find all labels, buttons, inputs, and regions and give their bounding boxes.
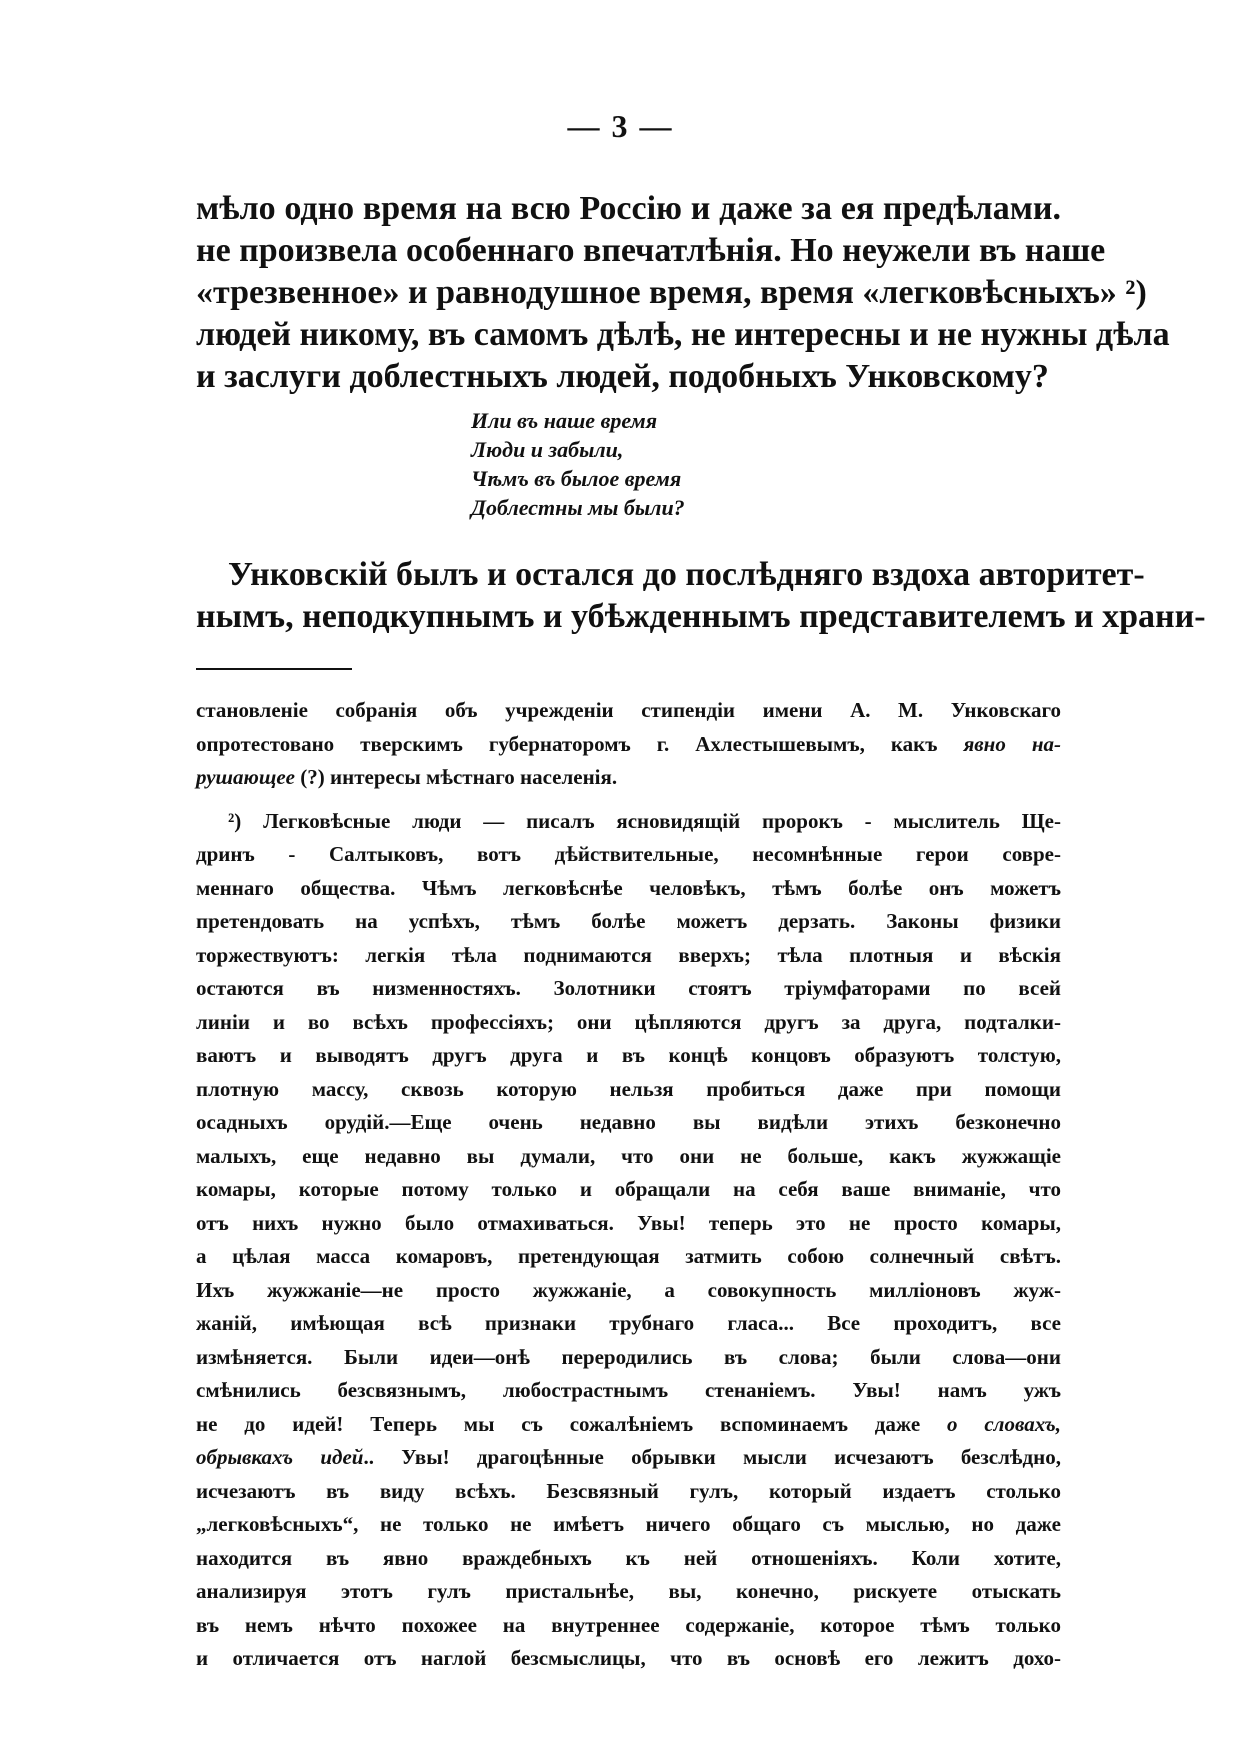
footnote-line: комары, которые потому только и обращали на себя ваше вниманіе, что	[196, 1177, 1061, 1201]
footnote-line: отъ нихъ нужно было отмахиваться. Увы! теперь это не просто комары,	[196, 1210, 1061, 1235]
footnote-line: а цѣлая масса комаровъ, претендующая затмить собою солнечный свѣтъ.	[196, 1244, 1061, 1268]
footnote-text: (?) интересы мѣстнаго населенія.	[300, 765, 618, 789]
footnote-text: опротестовано тверскимъ губернаторомъ г. Ахлестышевымъ, какъ	[196, 731, 938, 756]
footnote-line: жаній, имѣющая всѣ признаки трубнаго гласа... Все проходитъ, все	[196, 1311, 1061, 1335]
footnote-line: осадныхъ орудій.—Еще очень недавно вы видѣли этихъ безконечно	[196, 1110, 1061, 1134]
footnote-line	[196, 1441, 1061, 1475]
text-line: нымъ, неподкупнымъ и убѣжденнымъ представителемъ и храни-	[196, 598, 1206, 635]
footnote-italic: явно на-	[963, 731, 1061, 756]
footnote-line	[196, 728, 1061, 762]
text-line: «трезвенное» и равнодушное время, время «легковѣсныхъ» ²)	[196, 274, 1147, 311]
footnote-line: торжествуютъ: легкія тѣла поднимаются вверхъ; тѣла плотныя и вѣскія	[196, 942, 1061, 967]
footnote-line: претендовать на успѣхъ, тѣмъ болѣе можетъ дерзать. Законы физики	[196, 909, 1061, 933]
footnote-line: анализируя этотъ гулъ пристальнѣе, вы, конечно, рискуете отыскать	[196, 1579, 1061, 1603]
footnote-line: „легковѣсныхъ“, не только не имѣетъ ничего общаго съ мыслью, но даже	[196, 1512, 1061, 1536]
footnote-line: въ немъ нѣчто похожее на внутреннее содержаніе, которое тѣмъ только	[196, 1612, 1061, 1637]
poem-line: Или въ наше время	[471, 408, 658, 433]
footnote-line: ²) Легковѣсные люди — писалъ ясновидящій пророкъ - мыслитель Ще-	[228, 808, 1061, 833]
text-line: людей никому, въ самомъ дѣлѣ, не интересны и не нужны дѣла	[196, 316, 1170, 353]
footnote-line	[196, 761, 1061, 795]
footnote-line: дринъ - Салтыковъ, вотъ дѣйствительные, несомнѣнные герои совре-	[196, 842, 1061, 866]
footnote-line: Ихъ жужжаніе—не просто жужжаніе, а совокупность милліоновъ жуж-	[196, 1277, 1061, 1302]
footnote-line: линіи и во всѣхъ профессіяхъ; они цѣпляются другъ за друга, подталки-	[196, 1009, 1061, 1034]
footnote-text: не до идей! Теперь мы съ сожалѣніемъ вспоминаемъ даже	[196, 1411, 921, 1436]
footnote-divider	[196, 668, 352, 670]
text-line: и заслуги доблестныхъ людей, подобныхъ Унковскому?	[196, 358, 1049, 395]
text-line: мѣло одно время на всю Россію и даже за ея предѣлами.	[196, 190, 1061, 227]
footnote-gap	[196, 795, 1061, 805]
footnote-line: смѣнились безсвязнымъ, любострастнымъ стенаніемъ. Увы! намъ ужъ	[196, 1378, 1061, 1402]
footnote-text: .. Увы! драгоцѣнные обрывки мысли исчезаютъ безслѣдно,	[363, 1445, 1061, 1469]
footnote-line: исчезаютъ въ виду всѣхъ. Безсвязный гулъ, который издаетъ столько	[196, 1478, 1061, 1503]
poem-line: Люди и забыли,	[471, 437, 624, 462]
footnote-line	[196, 1408, 1061, 1442]
footnote-line: становленіе собранія объ учрежденіи стипендіи имени А. М. Унковскаго	[196, 698, 1061, 722]
footnote-line: остаются въ низменностяхъ. Золотники стоятъ тріумфаторами по всей	[196, 976, 1061, 1000]
poem-quote	[471, 406, 791, 522]
footnote-line: находится въ явно враждебныхъ къ ней отношеніяхъ. Коли хотите,	[196, 1545, 1061, 1570]
poem-line: Доблестны мы были?	[471, 495, 685, 520]
text-line: не произвела особеннаго впечатлѣнія. Но неужели въ наше	[196, 232, 1106, 269]
footnote-line: плотную массу, сквозь которую нельзя пробиться даже при помощи	[196, 1076, 1061, 1101]
footnotes	[196, 694, 1061, 1676]
footnote-italic: о словахъ,	[947, 1411, 1061, 1436]
text-line: Унковскій былъ и остался до послѣдняго вздоха авторитет-	[228, 556, 1145, 593]
footnote-italic: обрывкахъ идей	[196, 1445, 364, 1469]
footnote-line: меннаго общества. Чѣмъ легковѣснѣе человѣкъ, тѣмъ болѣе онъ можетъ	[196, 875, 1061, 900]
page-number: — 3 —	[567, 108, 674, 144]
footnote-italic: рушающее	[196, 765, 296, 789]
footnote-line: измѣняется. Были идеи—онѣ переродились въ слова; были слова—они	[196, 1344, 1061, 1369]
main-paragraph	[196, 188, 1170, 398]
footnote-line: ваютъ и выводятъ другъ друга и въ концѣ концовъ образуютъ толстую,	[196, 1043, 1061, 1067]
poem-line: Чѣмъ въ былое время	[471, 466, 682, 491]
footnote-line: и отличается отъ наглой безсмыслицы, что въ основѣ его лежитъ дохо-	[196, 1646, 1061, 1670]
footnote-line: малыхъ, еще недавно вы думали, что они не больше, какъ жужжащіе	[196, 1143, 1061, 1168]
second-paragraph	[196, 554, 1206, 638]
